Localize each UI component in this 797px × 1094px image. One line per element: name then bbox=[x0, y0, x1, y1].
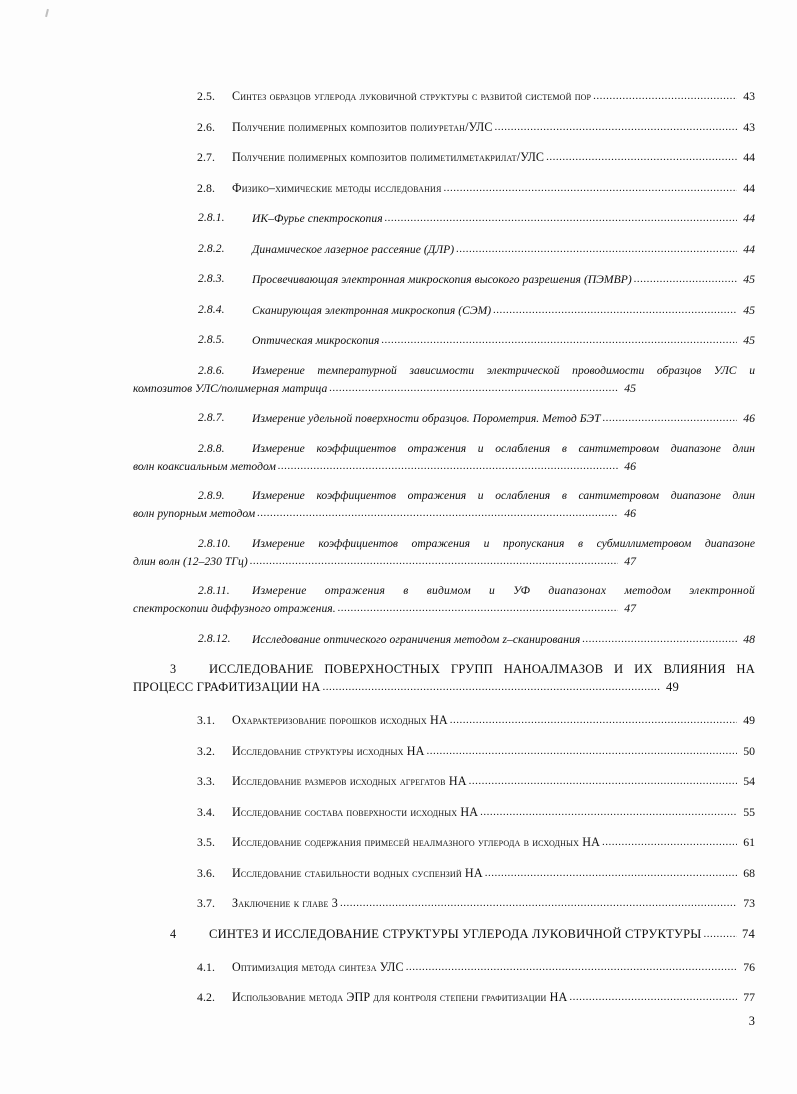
toc-entry-title: Исследование оптического ограничения методом z–сканирования bbox=[252, 632, 581, 646]
table-of-contents bbox=[133, 88, 755, 1020]
toc-entry-title-continuation bbox=[133, 458, 636, 475]
toc-entry-line bbox=[232, 149, 755, 166]
leader-dots bbox=[704, 926, 737, 942]
toc-entry-line bbox=[232, 834, 755, 851]
toc-entry[interactable] bbox=[133, 804, 755, 821]
toc-entry-number: 2.8.3. bbox=[198, 272, 225, 285]
toc-entry-title: ПРОЦЕСС ГРАФИТИЗАЦИИ НА bbox=[133, 680, 321, 694]
leader-dots bbox=[469, 773, 737, 789]
toc-entry-body bbox=[232, 895, 755, 912]
toc-entry-page-number: 74 bbox=[742, 926, 755, 941]
toc-entry-title-continuation bbox=[133, 505, 636, 522]
toc-entry[interactable] bbox=[133, 410, 755, 427]
toc-entry-body bbox=[232, 865, 755, 882]
toc-entry-body bbox=[232, 773, 755, 790]
toc-entry[interactable] bbox=[133, 241, 755, 258]
toc-entry[interactable] bbox=[133, 302, 755, 319]
toc-entry-title: Оптическая микроскопия bbox=[252, 334, 380, 347]
toc-entry-body bbox=[252, 241, 755, 258]
toc-entry-title: Исследование содержания примесей неалмазного углерода в исходных НА bbox=[232, 835, 601, 849]
toc-entry-title: Исследование размеров исходных агрегатов НА bbox=[232, 774, 467, 788]
toc-entry-title: Синтез образцов углерода луковичной структуры с развитой системой пор bbox=[232, 89, 592, 103]
toc-entry-number: 2.8.10. bbox=[198, 536, 231, 550]
toc-entry-page-number: 54 bbox=[743, 774, 755, 788]
toc-entry[interactable] bbox=[133, 488, 755, 522]
leader-dots bbox=[493, 302, 736, 318]
toc-entry[interactable] bbox=[133, 180, 755, 197]
toc-entry-page-number: 49 bbox=[666, 680, 679, 694]
toc-entry-line bbox=[232, 895, 755, 912]
toc-entry-page-number: 49 bbox=[743, 713, 755, 727]
toc-entry-title: Получение полимерных композитов полиуретан/УЛС bbox=[232, 119, 493, 134]
toc-entry-number: 2.8.1. bbox=[198, 211, 225, 224]
toc-entry-body bbox=[232, 88, 755, 105]
toc-entry-title-line: Измерение коэффициентов отражения и ослабления в сантиметровом диапазоне длин bbox=[252, 489, 755, 502]
leader-dots bbox=[602, 834, 736, 850]
toc-entry-number: 3.7. bbox=[197, 896, 216, 910]
toc-entry-line bbox=[252, 302, 755, 319]
toc-entry-title: Заключение к главе 3 bbox=[232, 896, 338, 910]
toc-entry-title: Охарактеризование порошков исходных НА bbox=[232, 713, 448, 727]
leader-dots bbox=[569, 989, 736, 1005]
toc-entry-title: Исследование структуры исходных НА bbox=[232, 743, 425, 758]
toc-entry-number: 3.4. bbox=[197, 804, 216, 819]
toc-entry-line bbox=[252, 631, 755, 648]
toc-entry[interactable] bbox=[133, 926, 755, 943]
toc-entry-title: Динамическое лазерное рассеяние (ДЛР) bbox=[252, 242, 455, 256]
toc-entry[interactable] bbox=[133, 271, 755, 288]
toc-entry-body bbox=[252, 332, 755, 349]
toc-entry-title: Оптимизация метода синтеза УЛС bbox=[232, 959, 404, 974]
toc-entry-body bbox=[232, 743, 755, 760]
toc-entry-body bbox=[252, 631, 755, 648]
toc-entry-line bbox=[252, 332, 755, 349]
toc-entry[interactable] bbox=[133, 865, 755, 882]
toc-entry-body bbox=[252, 210, 755, 227]
toc-entry-number: 2.8.7. bbox=[198, 411, 225, 424]
toc-entry-page-number: 45 bbox=[624, 380, 636, 395]
toc-entry-page-number: 48 bbox=[743, 631, 755, 646]
leader-dots bbox=[603, 410, 737, 426]
toc-entry-number: 3.2. bbox=[197, 743, 216, 758]
toc-entry[interactable] bbox=[133, 88, 755, 105]
toc-entry-page-number: 46 bbox=[624, 458, 636, 473]
toc-entry-body bbox=[232, 804, 755, 821]
toc-entry[interactable] bbox=[133, 583, 755, 617]
toc-entry-number: 2.8.11. bbox=[198, 584, 230, 597]
toc-entry[interactable] bbox=[133, 661, 755, 696]
toc-entry-body bbox=[252, 302, 755, 319]
toc-entry-number: 4.2. bbox=[197, 990, 216, 1004]
toc-entry[interactable] bbox=[133, 332, 755, 349]
toc-entry-number: 3 bbox=[170, 662, 177, 676]
toc-entry-body bbox=[232, 959, 755, 976]
leader-dots bbox=[480, 804, 736, 820]
leader-dots bbox=[329, 380, 617, 396]
toc-entry[interactable] bbox=[133, 363, 755, 397]
toc-entry-title: Измерение удельной поверхности образцов. Порометрия. Метод БЭТ bbox=[252, 412, 601, 425]
leader-dots bbox=[485, 865, 737, 881]
toc-entry-title-line: Измерение коэффициентов отражения и ослабления в сантиметровом диапазоне длин bbox=[252, 441, 755, 455]
leader-dots bbox=[495, 119, 737, 135]
toc-entry-title-line: Измерение коэффициентов отражения и пропускания в субмиллиметровом диапазоне bbox=[252, 536, 755, 550]
toc-entry-page-number: 73 bbox=[743, 896, 755, 910]
toc-entry-title-line: ИССЛЕДОВАНИЕ ПОВЕРХНОСТНЫХ ГРУПП НАНОАЛМАЗОВ И ИХ ВЛИЯНИЯ НА bbox=[209, 662, 755, 676]
toc-entry[interactable] bbox=[133, 834, 755, 851]
toc-entry-line bbox=[232, 804, 755, 821]
toc-entry-title-continuation bbox=[133, 380, 636, 397]
toc-entry-body bbox=[232, 119, 755, 136]
toc-entry-title: длин волн (12–230 ТГц) bbox=[133, 554, 248, 568]
page-number: 3 bbox=[748, 1014, 755, 1028]
toc-entry-page-number: 44 bbox=[743, 211, 755, 225]
toc-entry[interactable] bbox=[133, 959, 755, 976]
toc-entry-number: 2.8. bbox=[197, 180, 216, 195]
toc-entry-number: 2.8.6. bbox=[198, 363, 225, 377]
toc-entry-page-number: 50 bbox=[743, 743, 755, 758]
toc-entry-title: Использование метода ЭПР для контроля степени графитизации НА bbox=[232, 990, 568, 1004]
toc-entry-line bbox=[209, 926, 755, 943]
toc-entry-body bbox=[232, 149, 755, 166]
toc-entry[interactable] bbox=[133, 119, 755, 136]
toc-entry-title: композитов УЛС/полимерная матрица bbox=[133, 381, 328, 395]
toc-entry-title: СИНТЕЗ И ИССЛЕДОВАНИЕ СТРУКТУРЫ УГЛЕРОДА ЛУКОВИЧНОЙ СТРУКТУРЫ bbox=[209, 926, 702, 941]
toc-entry[interactable] bbox=[133, 631, 755, 648]
leader-dots bbox=[546, 149, 736, 165]
toc-entry-line bbox=[252, 410, 755, 427]
toc-entry-title-continuation bbox=[133, 600, 636, 617]
toc-entry-body bbox=[232, 834, 755, 851]
toc-entry-number: 2.8.2. bbox=[198, 241, 225, 255]
toc-entry-number: 3.3. bbox=[197, 774, 216, 788]
toc-entry-page-number: 45 bbox=[743, 333, 755, 347]
toc-entry-number: 3.5. bbox=[197, 835, 216, 849]
toc-entry-number: 2.5. bbox=[197, 89, 216, 103]
toc-entry[interactable] bbox=[133, 210, 755, 227]
leader-dots bbox=[427, 743, 737, 759]
toc-entry-line bbox=[232, 989, 755, 1006]
toc-entry[interactable] bbox=[133, 536, 755, 570]
toc-entry-line bbox=[232, 88, 755, 105]
toc-entry[interactable] bbox=[133, 895, 755, 912]
toc-entry-page-number: 68 bbox=[743, 865, 755, 880]
toc-entry-page-number: 43 bbox=[743, 119, 755, 134]
leader-dots bbox=[582, 631, 736, 647]
toc-entry-number: 3.1. bbox=[197, 713, 216, 727]
leader-dots bbox=[340, 895, 737, 911]
toc-entry-line bbox=[232, 743, 755, 760]
toc-entry-number: 2.8.9. bbox=[198, 489, 225, 502]
toc-entry-body bbox=[252, 410, 755, 427]
toc-entry-line bbox=[252, 271, 755, 288]
toc-entry-page-number: 47 bbox=[624, 601, 636, 615]
leader-dots bbox=[593, 88, 736, 104]
toc-entry-title: волн рупорным методом bbox=[133, 507, 256, 520]
toc-entry-title: волн коаксиальным методом bbox=[133, 459, 276, 473]
toc-entry-line bbox=[232, 712, 755, 729]
toc-entry-page-number: 44 bbox=[743, 180, 755, 195]
toc-entry-title: Исследование стабильности водных суспензий НА bbox=[232, 865, 483, 880]
toc-entry-title: Получение полимерных композитов полиметилметакрилат/УЛС bbox=[232, 150, 545, 164]
toc-entry-page-number: 76 bbox=[743, 959, 755, 974]
leader-dots bbox=[278, 458, 618, 474]
leader-dots bbox=[257, 505, 617, 521]
toc-entry-title: спектроскопии диффузного отражения. bbox=[133, 602, 336, 615]
toc-entry-body bbox=[209, 926, 755, 943]
toc-entry-page-number: 47 bbox=[624, 553, 636, 568]
toc-entry-title: Просвечивающая электронная микроскопия высокого разрешения (ПЭМВР) bbox=[252, 273, 632, 286]
toc-entry-number: 2.6. bbox=[197, 119, 216, 134]
toc-entry-title: Сканирующая электронная микроскопия (СЭМ) bbox=[252, 303, 492, 317]
toc-entry-line bbox=[232, 865, 755, 882]
leader-dots bbox=[450, 712, 737, 728]
toc-entry[interactable] bbox=[133, 441, 755, 475]
toc-entry-line bbox=[252, 241, 755, 258]
scan-artifact-speck bbox=[45, 9, 49, 17]
toc-entry-line bbox=[252, 210, 755, 227]
toc-entry-body bbox=[232, 989, 755, 1006]
toc-entry-number: 2.7. bbox=[197, 150, 216, 164]
leader-dots bbox=[323, 679, 661, 695]
toc-entry-body bbox=[133, 661, 755, 696]
toc-entry-number: 4.1. bbox=[197, 959, 216, 974]
toc-entry-title-line: Измерение температурной зависимости электрической проводимости образцов УЛС и bbox=[252, 363, 755, 377]
toc-entry-number: 2.8.12. bbox=[198, 631, 231, 645]
toc-entry-page-number: 61 bbox=[743, 835, 755, 849]
leader-dots bbox=[456, 241, 736, 257]
toc-entry-title-line: Измерение отражения в видимом и УФ диапазонах методом электронной bbox=[252, 584, 755, 597]
leader-dots bbox=[381, 332, 736, 348]
toc-entry[interactable] bbox=[133, 989, 755, 1006]
toc-entry-body bbox=[232, 180, 755, 197]
toc-entry-page-number: 46 bbox=[743, 411, 755, 425]
toc-entry-title-continuation bbox=[133, 679, 679, 696]
toc-entry-number: 3.6. bbox=[197, 865, 216, 880]
toc-entry-page-number: 45 bbox=[743, 302, 755, 317]
toc-entry[interactable] bbox=[133, 149, 755, 166]
leader-dots bbox=[250, 553, 618, 569]
toc-entry[interactable] bbox=[133, 773, 755, 790]
leader-dots bbox=[385, 210, 737, 226]
toc-entry-page-number: 43 bbox=[743, 89, 755, 103]
toc-entry-line bbox=[232, 959, 755, 976]
leader-dots bbox=[634, 271, 737, 287]
toc-entry-number: 2.8.5. bbox=[198, 333, 225, 346]
toc-entry[interactable] bbox=[133, 712, 755, 729]
toc-entry-title: Исследование состава поверхности исходных НА bbox=[232, 804, 479, 819]
toc-entry-page-number: 46 bbox=[624, 506, 636, 520]
toc-entry-title-continuation bbox=[133, 553, 636, 570]
toc-entry-number: 2.8.8. bbox=[198, 441, 225, 455]
toc-entry-line bbox=[232, 773, 755, 790]
toc-entry-number: 2.8.4. bbox=[198, 302, 225, 316]
leader-dots bbox=[338, 600, 618, 616]
toc-entry-page-number: 44 bbox=[743, 241, 755, 256]
toc-entry-body bbox=[252, 271, 755, 288]
toc-entry-page-number: 45 bbox=[743, 272, 755, 286]
toc-entry-body bbox=[232, 712, 755, 729]
toc-entry-page-number: 77 bbox=[743, 990, 755, 1004]
leader-dots bbox=[406, 959, 737, 975]
toc-entry-title: Физико–химические методы исследования bbox=[232, 180, 442, 195]
toc-entry[interactable] bbox=[133, 743, 755, 760]
toc-entry-line bbox=[232, 180, 755, 197]
toc-entry-number: 4 bbox=[170, 926, 177, 941]
toc-entry-title: ИК–Фурье спектроскопия bbox=[252, 212, 383, 225]
toc-entry-page-number: 55 bbox=[743, 804, 755, 819]
leader-dots bbox=[443, 180, 736, 196]
toc-entry-page-number: 44 bbox=[743, 150, 755, 164]
toc-entry-line bbox=[232, 119, 755, 136]
